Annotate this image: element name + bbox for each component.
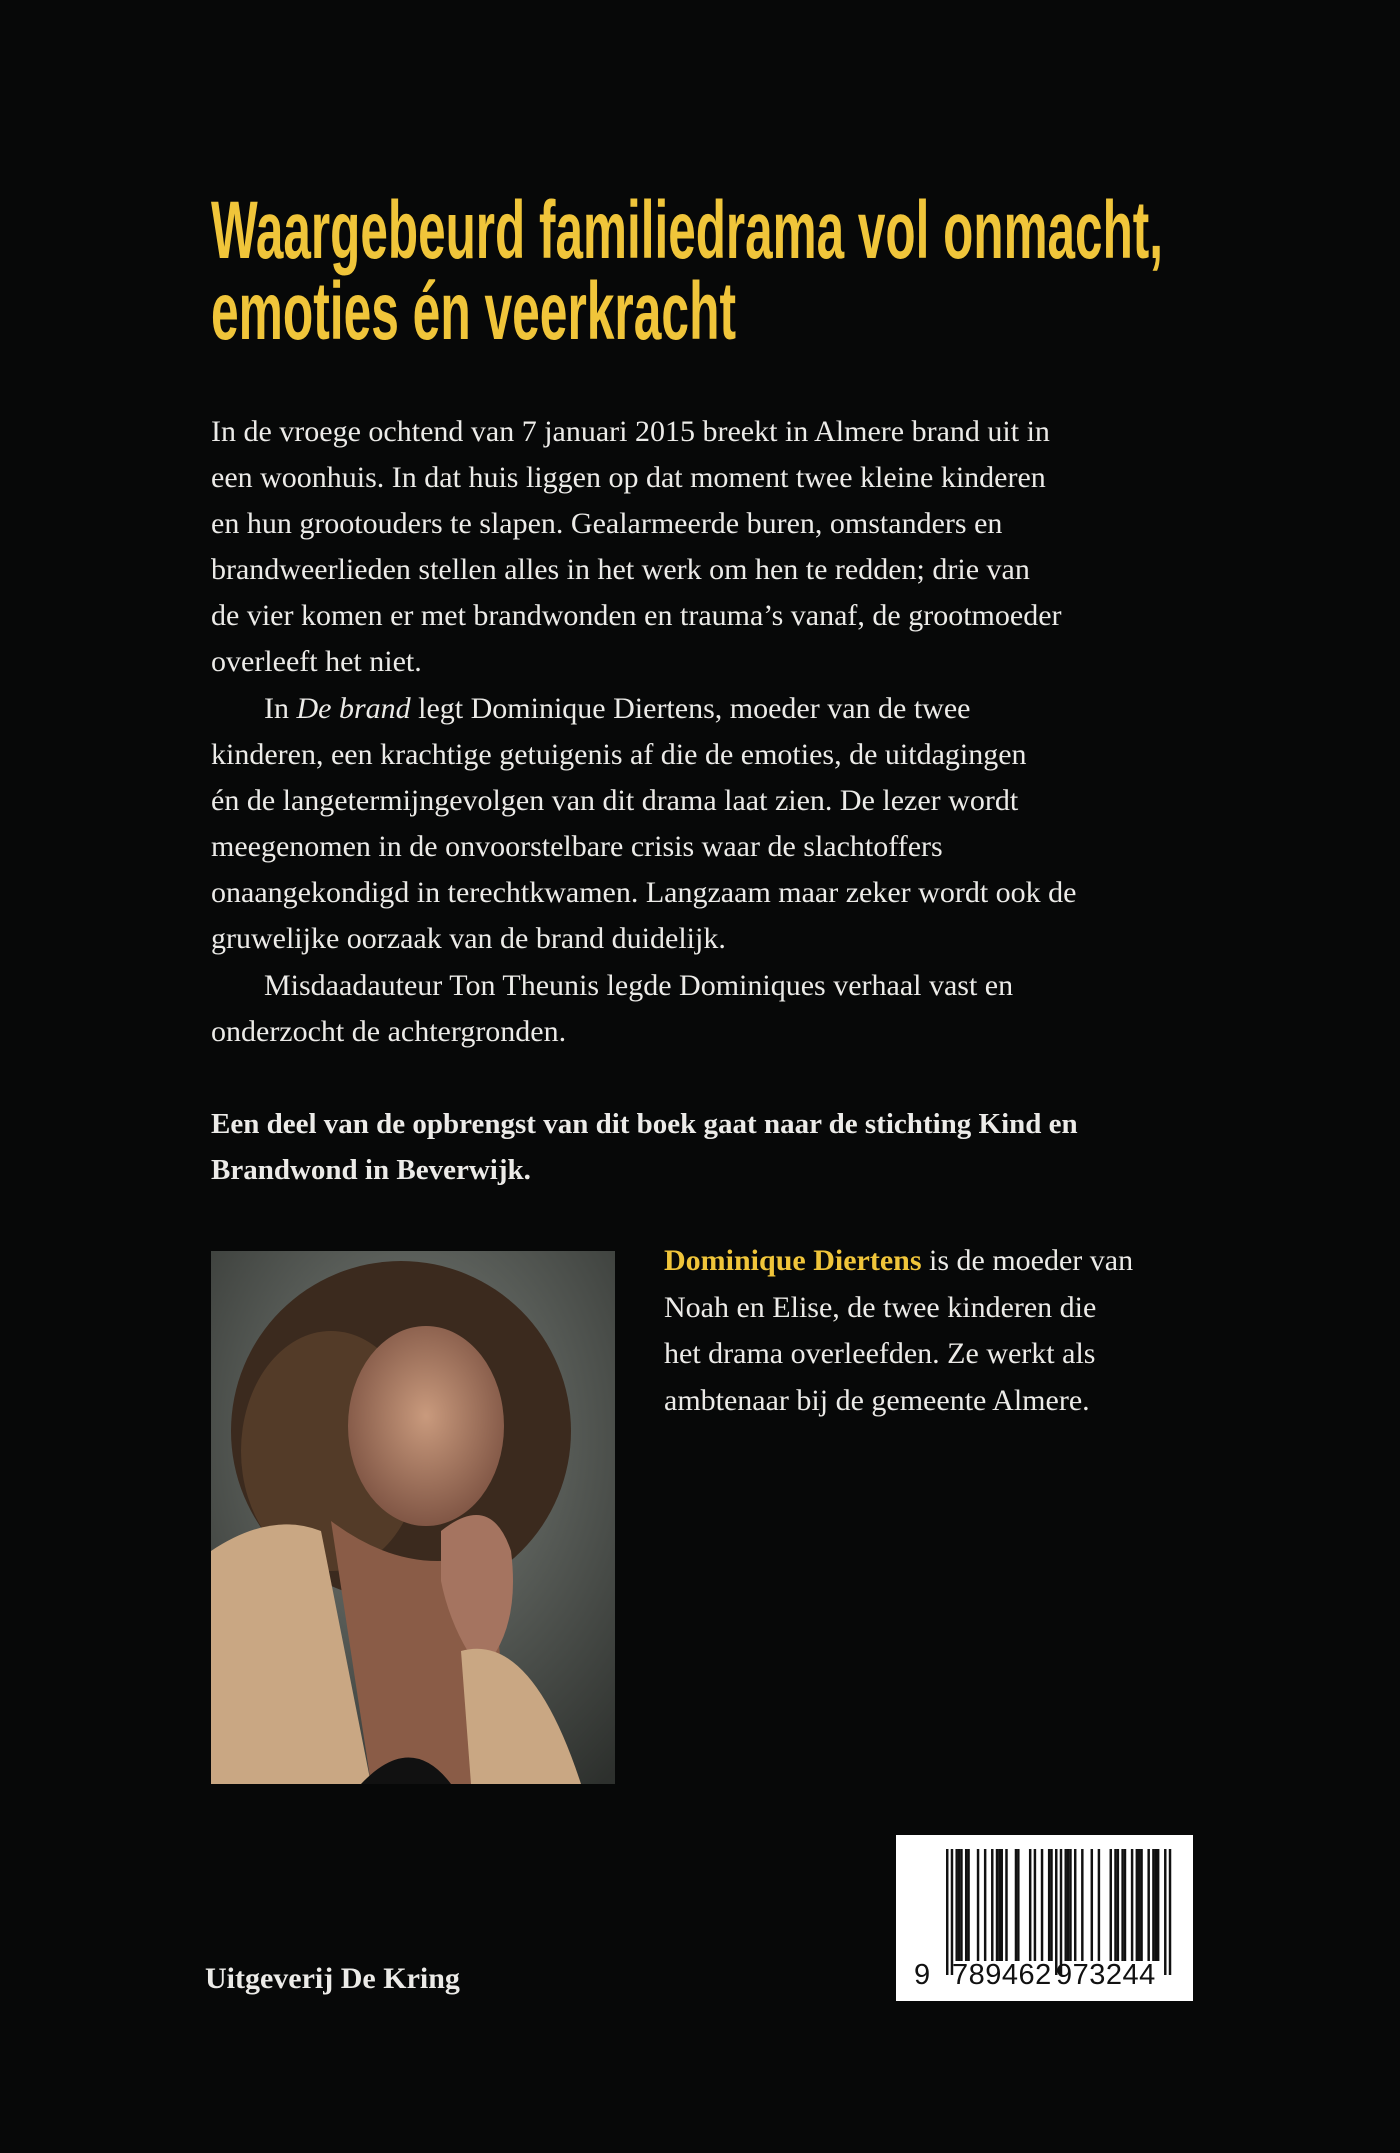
barcode-bar [965,1849,967,1961]
blurb-line: In de vroege ochtend van 7 januari 2015 breekt in Almere brand uit in [211,415,1050,448]
barcode-bar [1117,1849,1119,1961]
blurb-line: de vier komen er met brandwonden en trauma’s vanaf, de grootmoeder [211,599,1062,632]
barcode-bar [958,1849,960,1961]
barcode-bar [1114,1849,1116,1961]
barcode-bar [1152,1849,1154,1961]
barcode-bar [960,1849,962,1961]
barcode-bar [1124,1849,1126,1961]
barcode-bar [991,1849,993,1961]
blurb-line: kinderen, een krachtige getuigenis af die de emoties, de uitdagingen [211,738,1027,771]
bio-line: Noah en Elise, de twee kinderen die [664,1291,1097,1324]
bio-line: het drama overleefden. Ze werkt als [664,1337,1096,1370]
barcode-bar [1091,1849,1093,1961]
blurb-line: Misdaadauteur Ton Theunis legde Dominiques verhaal vast en [264,969,1014,1002]
barcode-bar [1065,1849,1067,1961]
barcode-bar [1067,1849,1069,1961]
blurb-line: onaangekondigd in terechtkwamen. Langzaam maar zeker wordt ook de [211,876,1077,909]
barcode-bar [1138,1849,1140,1961]
headline [211,190,1211,370]
author-photo [211,1251,615,1784]
barcode-bar [1121,1849,1123,1961]
publisher-name: Uitgeverij De Kring [205,1962,460,1995]
text: is de moeder van [921,1244,1134,1277]
barcode-bar [967,1849,969,1961]
barcode-bar [1136,1849,1138,1961]
barcode-bar [1110,1849,1112,1961]
blurb-line: overleeft het niet. [211,645,422,678]
bio-line: ambtenaar bij de gemeente Almere. [664,1384,1090,1417]
barcode-bar [1081,1849,1083,1961]
barcode-bar [1069,1849,1071,1961]
blurb-line [264,686,970,732]
barcode-bar [946,1849,948,1975]
barcode-bar [984,1849,986,1961]
headline-line-2: emoties én veerkracht [211,266,736,357]
blurb-line: brandweerlieden stellen alles in het werk om hen te redden; drie van [211,553,1030,586]
blurb-line: meegenomen in de onvoorstelbare crisis waar de slachtoffers [211,830,943,863]
barcode-bar [1060,1849,1062,1975]
blurb-line: én de langetermijngevolgen van dit drama laat zien. De lezer wordt [211,784,1019,817]
blurb-line: gruwelijke oorzaak van de brand duidelijk. [211,922,726,955]
barcode-bar [1017,1849,1019,1961]
headline-line-1: Waargebeurd familiedrama vol onmacht, [211,190,1163,276]
blurb-line: een woonhuis. In dat huis liggen op dat moment twee kleine kinderen [211,461,1046,494]
barcode-bar [996,1849,998,1961]
blurb-line: onderzocht de achtergronden. [211,1015,567,1048]
barcode-bar [977,1849,979,1961]
barcode-bar [1147,1849,1149,1961]
barcode-digits-right: 973244 [1056,1959,1156,1991]
barcode-bar [1029,1849,1031,1961]
barcode-bar [1055,1849,1057,1975]
barcode-bar [1041,1849,1043,1961]
barcode-bar [1131,1849,1133,1961]
charity-line: Een deel van de opbrengst van dit boek gaat naar de stichting Kind en [211,1108,1078,1140]
charity-line: Brandwond in Beverwijk. [211,1154,531,1186]
barcode-bar [1050,1849,1052,1961]
barcode-bar [1074,1849,1076,1961]
barcode-bar [1001,1849,1003,1961]
barcode-bar [1005,1849,1007,1961]
barcode-bar [1140,1849,1142,1961]
blurb-line: en hun grootouders te slapen. Gealarmeerde buren, omstanders en [211,507,1003,540]
barcode-bar [1164,1849,1166,1975]
barcode-bar [1048,1849,1050,1961]
isbn-barcode [896,1835,1193,2001]
barcode-bar [955,1849,957,1961]
text: In [264,692,297,725]
barcode-bar [1015,1849,1017,1961]
barcode-bar [1169,1849,1171,1975]
barcode-bar [1098,1849,1100,1961]
book-title: De brand [296,692,411,725]
barcode-bar [951,1849,953,1975]
barcode-bar [1034,1849,1036,1961]
barcode-digit-first: 9 [914,1959,931,1991]
barcode-bar [1155,1849,1157,1961]
author-name: Dominique Diertens [664,1244,922,1277]
text: legt Dominique Diertens, moeder van de twee [410,692,971,725]
barcode-bar [1157,1849,1159,1961]
barcode-digits-left: 789462 [952,1959,1052,1991]
barcode-bar [998,1849,1000,1961]
bio-line [664,1238,1133,1284]
